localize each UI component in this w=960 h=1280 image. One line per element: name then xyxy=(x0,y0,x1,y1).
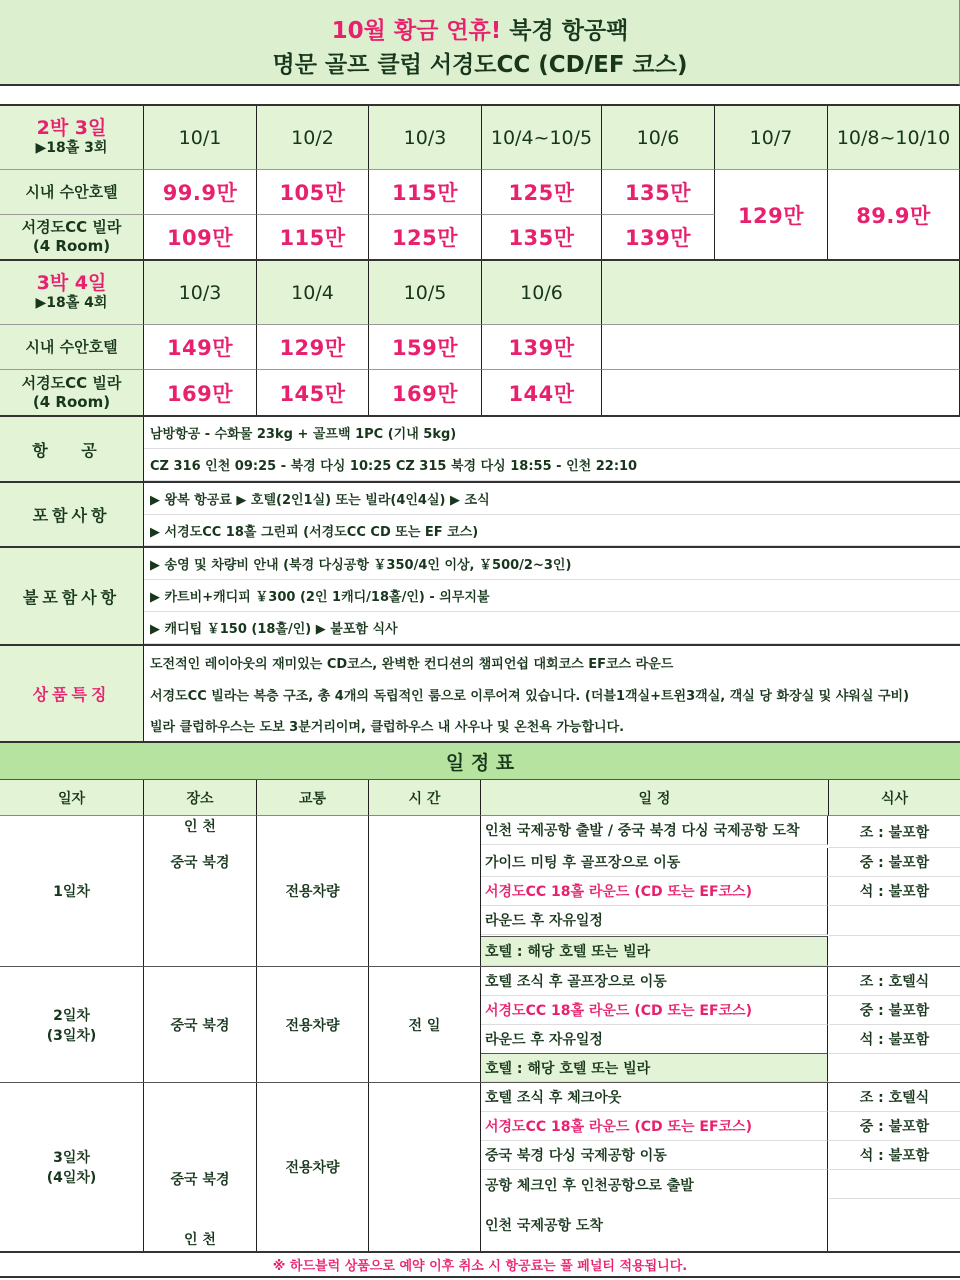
room-type-label: 서경도CC 빌라 xyxy=(21,218,122,236)
place: 인 천 xyxy=(184,1232,216,1248)
package-label-3n4d xyxy=(0,261,144,325)
price-cell: 125만 xyxy=(482,170,602,215)
activity-item: 라운드 후 자유일정 xyxy=(481,906,828,935)
activity-item: 서경도CC 18홀 라운드 (CD 또는 EF코스) xyxy=(481,996,828,1025)
activity-hotel: 호텔 : 해당 호텔 또는 빌라 xyxy=(481,936,828,966)
meal-dinner: 석 : 불포함 xyxy=(829,1025,960,1054)
package-label-2n3d xyxy=(0,106,144,170)
price-cell: 115만 xyxy=(257,215,369,260)
empty-header-cell xyxy=(602,261,960,325)
meal-lunch: 중 : 불포함 xyxy=(829,996,960,1025)
day-number-alt: (4일차) xyxy=(46,1170,97,1186)
day-number: 2일차 xyxy=(53,1007,90,1024)
price-cell: 135만 xyxy=(602,170,715,215)
activity-item: 인천 국제공항 출발 / 중국 북경 다싱 국제공항 도착 xyxy=(481,816,828,845)
price-cell: 159만 xyxy=(369,325,482,370)
section-label-features: 상품특징 xyxy=(0,646,144,741)
title-line-2: 명문 골프 클럽 서경도CC (CD/EF 코스) xyxy=(272,52,688,78)
title-banner xyxy=(0,0,960,86)
section-label-airline: 항 공 xyxy=(0,417,144,481)
price-cell: 139만 xyxy=(602,215,715,260)
package-duration: 2박 3일 xyxy=(36,117,107,139)
price-cell: 139만 xyxy=(482,325,602,370)
package-duration: 3박 4일 xyxy=(36,272,107,294)
price-cell: 99.9만 xyxy=(144,170,257,215)
date-header: 10/3 xyxy=(369,106,482,170)
schedule-header-place: 장소 xyxy=(144,780,257,816)
date-header: 10/5 xyxy=(369,261,482,325)
price-cell: 115만 xyxy=(369,170,482,215)
date-header: 10/3 xyxy=(144,261,257,325)
time-cell xyxy=(369,1083,481,1251)
place: 중국 북경 xyxy=(170,855,230,871)
schedule-header-day: 일자 xyxy=(0,780,144,816)
price-cell-merged: 129만 xyxy=(715,170,828,260)
transport-cell: 전용차량 xyxy=(257,816,369,966)
empty-cell xyxy=(602,325,960,370)
schedule-header-time: 시 간 xyxy=(369,780,481,816)
schedule-header-itinerary: 일 정 xyxy=(481,780,829,816)
meal-empty xyxy=(829,1170,960,1199)
place-cell xyxy=(144,1083,257,1251)
price-cell: 149만 xyxy=(144,325,257,370)
price-cell: 109만 xyxy=(144,215,257,260)
info-line: ▶ 송영 및 차량비 안내 (북경 다싱공항 ￥350/4인 이상, ￥500/2~3인) xyxy=(144,548,960,580)
schedule-title: 일 정 표 xyxy=(0,743,960,780)
activity-item: 중국 북경 다싱 국제공항 이동 xyxy=(481,1141,828,1170)
info-line: ▶ 카트비+캐디피 ￥300 (2인 1캐디/18홀/인) - 의무지불 xyxy=(144,580,960,612)
section-label-included: 포함사항 xyxy=(0,483,144,546)
date-header: 10/4 xyxy=(257,261,369,325)
price-cell: 125만 xyxy=(369,215,482,260)
activity-hotel: 호텔 : 해당 호텔 또는 빌라 xyxy=(481,1053,828,1082)
day-label xyxy=(0,967,144,1082)
title-highlight: 10월 황금 연휴! xyxy=(331,18,502,44)
room-type-villa xyxy=(0,215,144,260)
meal-lunch: 중 : 불포함 xyxy=(829,1112,960,1141)
price-cell: 129만 xyxy=(257,325,369,370)
date-header: 10/4~10/5 xyxy=(482,106,602,170)
place-cell: 중국 북경 xyxy=(144,967,257,1082)
date-header: 10/7 xyxy=(715,106,828,170)
transport-cell: 전용차량 xyxy=(257,967,369,1082)
meal-breakfast: 조 : 불포함 xyxy=(829,816,960,848)
room-type-hotel: 시내 수안호텔 xyxy=(0,325,144,370)
activity-item: 인천 국제공항 도착 xyxy=(481,1199,828,1251)
activity-item: 가이드 미팅 후 골프장으로 이동 xyxy=(481,848,828,877)
meal-dinner: 석 : 불포함 xyxy=(829,877,960,906)
room-type-hotel: 시내 수안호텔 xyxy=(0,170,144,215)
price-cell: 169만 xyxy=(144,370,257,416)
info-line: CZ 316 인천 09:25 - 북경 다싱 10:25 CZ 315 북경 다싱 18:55 - 인천 22:10 xyxy=(144,449,960,481)
meal-breakfast: 조 : 호텔식 xyxy=(829,967,960,996)
activity-item: 서경도CC 18홀 라운드 (CD 또는 EF코스) xyxy=(481,1112,828,1141)
meal-breakfast: 조 : 호텔식 xyxy=(829,1083,960,1112)
schedule-header-transport: 교통 xyxy=(257,780,369,816)
price-cell: 144만 xyxy=(482,370,602,416)
price-cell: 145만 xyxy=(257,370,369,416)
date-header: 10/2 xyxy=(257,106,369,170)
room-type-sublabel: (4 Room) xyxy=(32,237,111,255)
date-header: 10/1 xyxy=(144,106,257,170)
schedule-header-meals: 식사 xyxy=(829,780,960,816)
package-rounds: ▶18홀 4회 xyxy=(35,295,108,311)
day-label: 1일차 xyxy=(0,816,144,966)
title-line-1 xyxy=(0,12,960,45)
price-cell: 135만 xyxy=(482,215,602,260)
room-type-villa xyxy=(0,370,144,416)
price-cell-merged: 89.9만 xyxy=(828,170,960,260)
activity-item: 라운드 후 자유일정 xyxy=(481,1025,828,1054)
day-label xyxy=(0,1083,144,1251)
activity-item: 호텔 조식 후 체크아웃 xyxy=(481,1083,828,1112)
activity-item: 공항 체크인 후 인천공항으로 출발 xyxy=(481,1170,828,1199)
info-line: 남방항공 - 수화물 23kg + 골프백 1PC (기내 5kg) xyxy=(144,417,960,449)
place: 중국 북경 xyxy=(170,1172,230,1188)
title-rest: 북경 항공팩 xyxy=(501,18,629,44)
day-number-alt: (3일차) xyxy=(46,1027,97,1044)
place-cell xyxy=(144,816,257,966)
info-line: 도전적인 레이아웃의 재미있는 CD코스, 완벽한 컨디션의 챔피언쉽 대회코스 EF코스 라운드 xyxy=(150,656,674,672)
empty-cell xyxy=(602,370,960,416)
package-rounds: ▶18홀 3회 xyxy=(35,140,108,156)
time-cell: 전 일 xyxy=(369,967,481,1082)
date-header: 10/8~10/10 xyxy=(828,106,960,170)
meal-lunch: 중 : 불포함 xyxy=(829,848,960,877)
activity-item: 서경도CC 18홀 라운드 (CD 또는 EF코스) xyxy=(481,877,828,906)
section-label-excluded: 불포함사항 xyxy=(0,548,144,644)
transport-cell: 전용차량 xyxy=(257,1083,369,1251)
info-line: ▶ 캐디팁 ￥150 (18홀/인) ▶ 불포함 식사 xyxy=(144,612,960,644)
date-header: 10/6 xyxy=(482,261,602,325)
place: 인 천 xyxy=(184,819,216,835)
info-line: 서경도CC 빌라는 복층 구조, 총 4개의 독립적인 룸으로 이루어져 있습니다. (더블1객실+트윈3객실, 객실 당 화장실 및 샤워실 구비) xyxy=(150,688,910,704)
room-type-label: 서경도CC 빌라 xyxy=(21,373,122,392)
time-cell xyxy=(369,816,481,966)
day-number: 3일차 xyxy=(53,1150,90,1166)
info-line: ▶ 왕복 항공료 ▶ 호텔(2인1실) 또는 빌라(4인4실) ▶ 조식 xyxy=(144,483,960,515)
info-line: 빌라 클럽하우스는 도보 3분거리이며, 클럽하우스 내 사우나 및 온천욕 가능합니다. xyxy=(150,720,625,735)
footer-notice: ※ 하드블럭 상품으로 예약 이후 취소 시 항공료는 풀 페널티 적용됩니다. xyxy=(0,1253,960,1278)
info-line: ▶ 서경도CC 18홀 그린피 (서경도CC CD 또는 EF 코스) xyxy=(144,515,960,546)
activity-item: 호텔 조식 후 골프장으로 이동 xyxy=(481,967,828,996)
date-header: 10/6 xyxy=(602,106,715,170)
price-cell: 169만 xyxy=(369,370,482,416)
price-cell: 105만 xyxy=(257,170,369,215)
meal-empty xyxy=(829,906,960,936)
meal-dinner: 석 : 불포함 xyxy=(829,1141,960,1170)
room-type-sublabel: (4 Room) xyxy=(32,392,111,411)
